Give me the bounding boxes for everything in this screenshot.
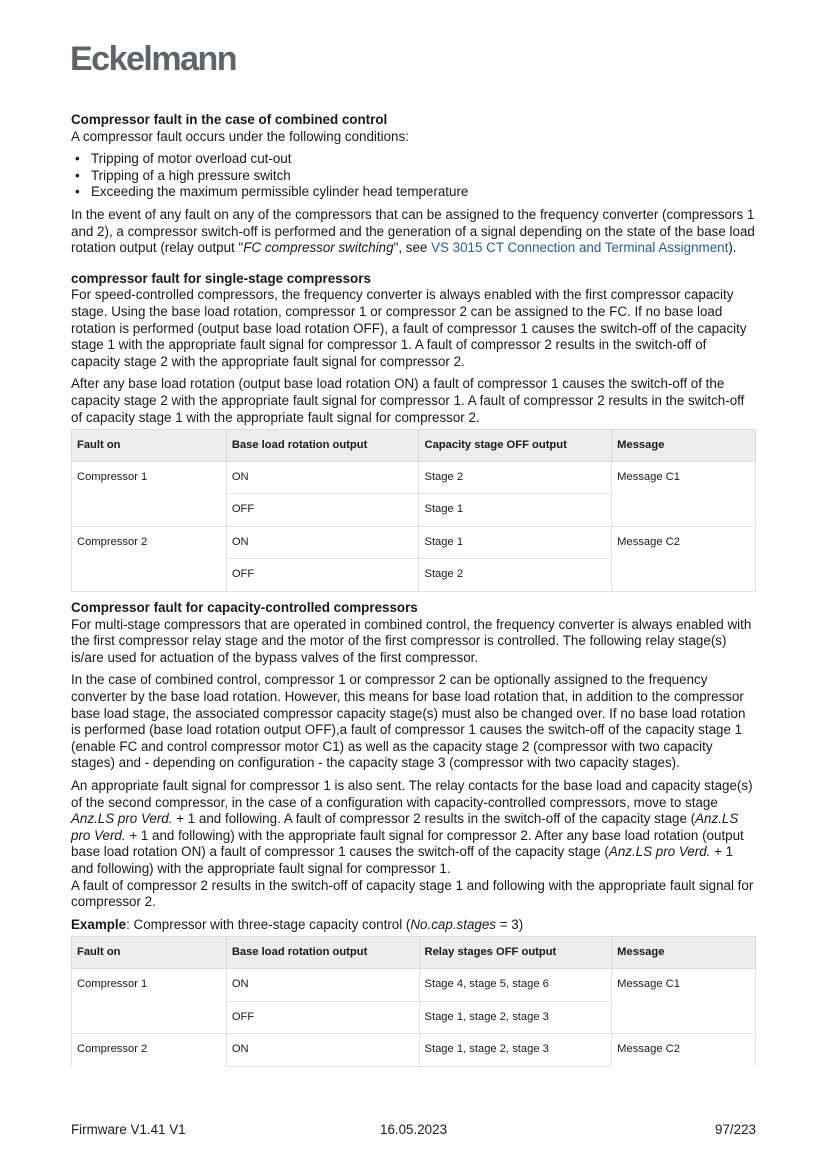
table-row: [72, 526, 756, 559]
fault-cell: Compressor 1: [72, 461, 227, 526]
column-header: Relay stages OFF output: [419, 937, 612, 969]
single-stage-fault-table: [71, 429, 756, 592]
footer-date: 16.05.2023: [380, 1122, 448, 1137]
column-header: Message: [612, 430, 756, 462]
table-row: [72, 968, 756, 1001]
stage-cell: Stage 4, stage 5, stage 6: [419, 968, 612, 1001]
rotation-cell: ON: [226, 968, 419, 1001]
text: ).: [728, 240, 737, 256]
section-heading-combined-control: Compressor fault in the case of combined control: [71, 112, 388, 127]
text: + 1 and following) with the appropriate fault signal for compressor 2. After any base load rotation (output base load rotation ON) a fault of compressor 1 causes the switch-off of the capacity stage (: [71, 827, 744, 860]
rotation-cell: OFF: [226, 559, 419, 592]
parameter-name: Anz.LS pro Verd.: [71, 811, 173, 827]
connection-terminal-link[interactable]: VS 3015 CT Connection and Terminal Assignment: [431, 240, 729, 256]
example-caption: [71, 917, 757, 934]
single-stage-paragraph-1: For speed-controlled compressors, the frequency converter is always enabled with the first compressor capacity stage. Using the base load rotation, compressor 1 or compressor 2 can be assigned to the FC. If no base load rotation is performed (output base load rotation OFF), a fault of compressor 1 causes the switch-off of the capacity stage 1 with the appropriate fault signal for compressor 1. A fault of compressor 2 results in the switch-off of capacity stage 2 with the appropriate fault signal for compressor 2.: [71, 287, 747, 369]
rotation-cell: ON: [226, 526, 419, 559]
stage-cell: Stage 1: [419, 494, 612, 527]
parameter-name: Anz.LS pro Verd.: [608, 844, 711, 860]
single-stage-paragraph-2: After any base load rotation (output base load rotation ON) a fault of compressor 1 causes the switch-off of the capacity stage 2 with the appropriate fault signal for compressor 1. A fault of compressor 2 results in the switch-off of capacity stage 1 with the appropriate fault signal for compressor 2.: [71, 376, 745, 425]
footer-page-number: 97/223: [715, 1122, 756, 1137]
capacity-controlled-fault-table: [71, 936, 756, 1066]
table-row: [72, 461, 756, 494]
text: In the event of any fault on any of the compressors that can be assigned to the frequency converter (compressors 1 and 2), a compressor switch-off is performed and the generation of a signal depending on the state of the base load rotation output (relay output ": [71, 206, 755, 256]
rotation-cell: OFF: [226, 1001, 419, 1034]
stage-cell: Stage 2: [419, 559, 612, 592]
rotation-cell: ON: [226, 1034, 419, 1067]
text: ", see: [393, 240, 432, 256]
section-heading-capacity-controlled: Compressor fault for capacity-controlled compressors: [71, 600, 418, 616]
capacity-paragraph-2: In the case of combined control, compressor 1 or compressor 2 can be optionally assigned to the frequency converter by the base load rotation. However, this means for base load rotation that, in addition to the compressor base load stage, the associated compressor capacity stage(s) must also be changed over. If no base load rotation is performed (base load rotation output OFF),a fault of compressor 1 causes the switch-off of the capacity stage 1 (enable FC and control compressor motor C1) as well as the capacity stage 2 (compressor with two capacity stages) and - depending on configuration - the capacity stage 3 (compressor with two capacity stages).: [71, 672, 746, 771]
message-cell: Message C2: [612, 526, 756, 591]
table-row: [72, 1034, 756, 1067]
list-item: • Exceeding the maximum permissible cylinder head temperature: [91, 184, 757, 201]
rotation-cell: ON: [226, 461, 419, 494]
parameter-name: Anz.LS pro Verd.: [71, 811, 739, 843]
text: = 3): [496, 916, 524, 932]
parameter-name: No.cap.stages: [410, 916, 496, 932]
message-cell: Message C2: [612, 1034, 756, 1067]
stage-cell: Stage 1, stage 2, stage 3: [419, 1001, 612, 1034]
column-header: Fault on: [72, 937, 227, 969]
column-header: Fault on: [72, 430, 227, 462]
text: + 1 and following. A fault of compressor 2 results in the switch-off of the capacity stage (: [172, 811, 696, 827]
fault-paragraph: [71, 207, 757, 257]
relay-output-name: FC compressor switching: [243, 240, 394, 256]
column-header: Capacity stage OFF output: [419, 430, 612, 462]
capacity-paragraph-1: For multi-stage compressors that are operated in combined control, the frequency converter is always enabled with the first compressor relay stage and the motor of the first compressor is controlled. The following relay stage(s) is/are used for actuation of the bypass valves of the first compressor.: [71, 616, 752, 665]
text: An appropriate fault signal for compressor 1 is also sent. The relay contacts for the base load and capacity stage(s) of the second compressor, in the case of a configuration with capacity-controlled compressors, move to stage: [71, 778, 753, 810]
list-item: • Tripping of motor overload cut-out: [91, 151, 757, 168]
column-header: Message: [612, 937, 756, 969]
section-heading-single-stage: compressor fault for single-stage compressors: [71, 270, 371, 286]
fault-cell: Compressor 2: [72, 1034, 227, 1067]
rotation-cell: OFF: [226, 494, 419, 527]
list-item: • Tripping of a high pressure switch: [91, 168, 757, 185]
message-cell: Message C1: [612, 968, 756, 1033]
eckelmann-logo: Eckelmann: [70, 40, 237, 78]
column-header: Base load rotation output: [226, 937, 419, 969]
text: + 1 and following) with the appropriate fault signal for compressor 1.: [71, 844, 734, 876]
document-body: [71, 112, 757, 1072]
table-header-row: [72, 430, 756, 462]
fault-cell: Compressor 2: [72, 526, 227, 591]
capacity-paragraph-3: [71, 778, 757, 878]
capacity-paragraph-4: A fault of compressor 2 results in the switch-off of capacity stage 1 and following with the appropriate fault signal for compressor 2.: [71, 877, 754, 910]
message-cell: Message C1: [612, 461, 756, 526]
fault-cell: Compressor 1: [72, 968, 227, 1033]
stage-cell: Stage 1: [419, 526, 612, 559]
stage-cell: Stage 2: [419, 461, 612, 494]
conditions-intro: A compressor fault occurs under the following conditions:: [71, 128, 409, 144]
text: : Compressor with three-stage capacity control (: [126, 916, 411, 932]
table-header-row: [72, 937, 756, 969]
example-label: Example: [71, 916, 127, 932]
footer-firmware: Firmware V1.41 V1: [71, 1122, 186, 1137]
stage-cell: Stage 1, stage 2, stage 3: [419, 1034, 612, 1067]
fault-conditions-list: [71, 151, 757, 201]
column-header: Base load rotation output: [226, 430, 419, 462]
